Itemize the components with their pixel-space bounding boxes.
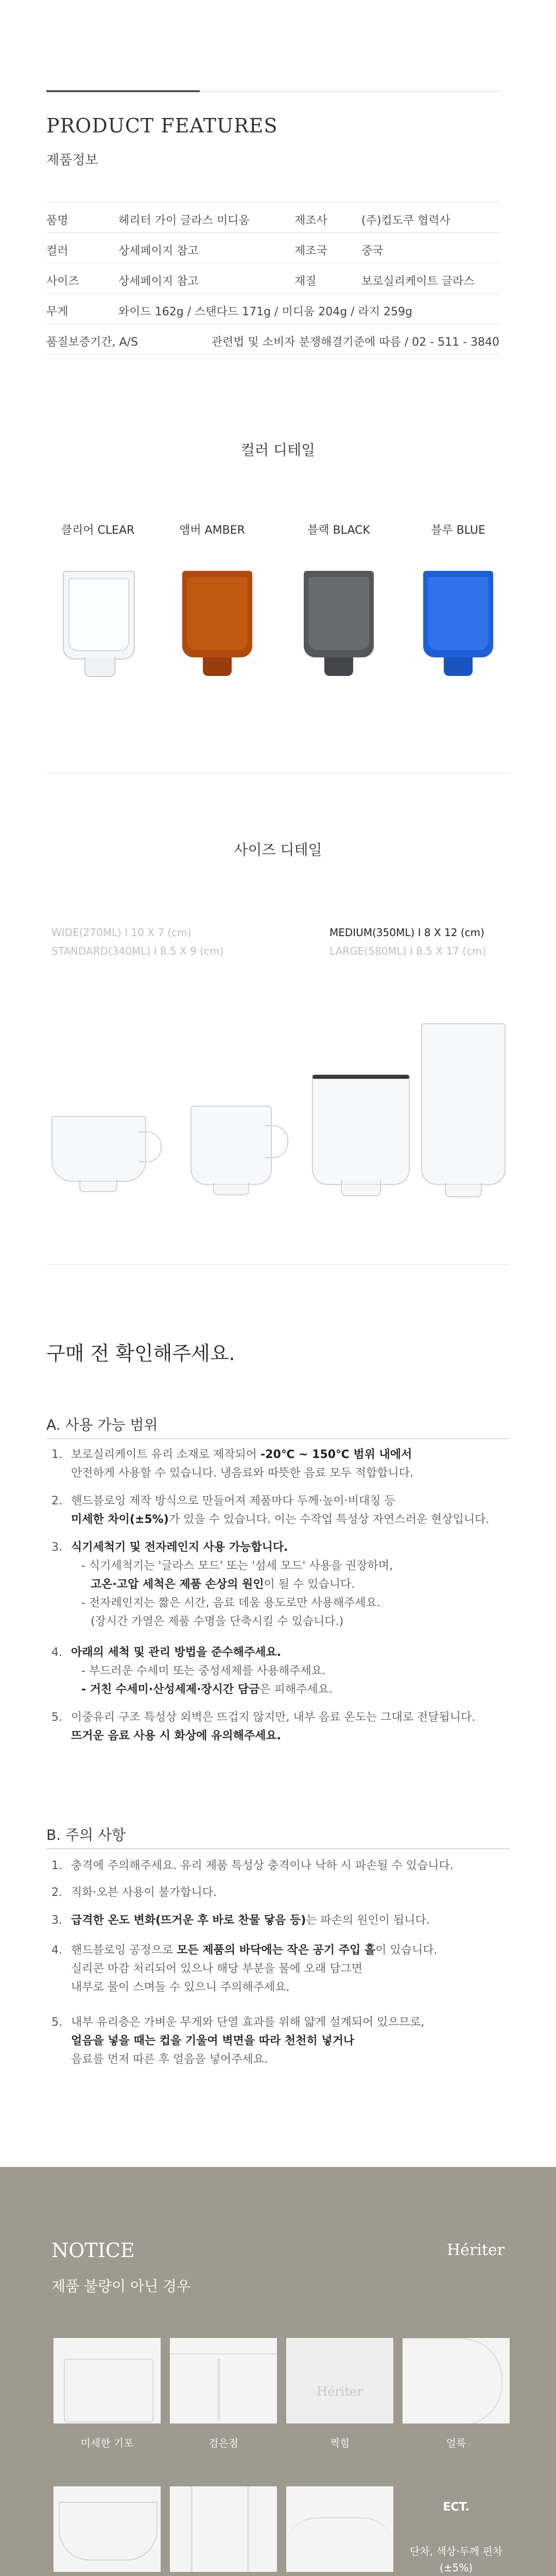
spec-value: 와이드 162g / 스탠다드 171g / 미디움 204g / 라지 259g: [118, 306, 413, 318]
notice-subtitle: 제품 불량이 아닌 경우: [51, 2278, 191, 2295]
cup-image-amber: [182, 571, 252, 657]
size-medium-label: MEDIUM(350ML) I 8 X 12 (cm): [329, 926, 484, 939]
glass-large-image: [421, 1023, 506, 1185]
color-label-clear: 클리어 CLEAR: [61, 524, 135, 537]
defect-image-bubbles: [54, 2338, 161, 2424]
color-label-amber: 앰버 AMBER: [179, 524, 245, 537]
spec-value: 상세페이지 참고: [118, 275, 199, 288]
cup-image-blue: [423, 571, 493, 657]
glass-standard-foot: [213, 1183, 249, 1195]
spec-key: 품질보증기간, A/S: [46, 336, 138, 349]
glass-wide-image: [51, 1116, 146, 1182]
page-subtitle: 제품정보: [46, 152, 98, 168]
glass-standard-handle: [265, 1125, 288, 1158]
glass-medium-image: [312, 1075, 410, 1185]
spec-value: 중국: [361, 245, 384, 258]
list-item: 3. 식기세척기 및 전자레인지 사용 가능합니다. - 식기세척기는 '글라스 모드' 또는 '섬세 모드' 사용을 권장하며, 고온·고압 세척은 제품 손상의 원인이 될 수 있습니다. - 전자레인지는 짧은 시간, 음료 데움 용도로만 사용해주세요. (장시간 가열은 제품 수명을 단축시킬 수 있습니다.): [51, 1541, 393, 1628]
defect-image-dent: [286, 2338, 393, 2424]
list-item: 2. 직화·오븐 사용이 불가합니다.: [51, 1886, 217, 1899]
defect-image-unevenness: [170, 2486, 277, 2572]
defect-image-unevenness: [286, 2486, 393, 2572]
section-divider: [46, 1264, 510, 1265]
check-title: 구매 전 확인해주세요.: [46, 1342, 235, 1365]
spec-row: [46, 294, 499, 324]
spec-key: 사이즈: [46, 275, 79, 288]
glass-wide-handle: [139, 1131, 162, 1162]
glass-standard-image: [190, 1106, 272, 1185]
etc-label: ECT.: [443, 2501, 470, 2514]
spec-row: [46, 233, 499, 263]
section-b-title: B. 주의 사항: [46, 1826, 126, 1843]
size-standard-label: STANDARD(340ML) I 8.5 X 9 (cm): [51, 945, 224, 957]
list-item: 5. 이중유리 구조 특성상 외벽은 뜨겁지 않지만, 내부 음료 온도는 그대로 전달됩니다. 뜨거운 음료 사용 시 화상에 유의해주세요.: [51, 1711, 476, 1742]
spec-value: 관련법 및 소비자 분쟁해결기준에 따름 / 02 - 511 - 3840: [211, 336, 499, 349]
cup-image-black: [304, 571, 374, 657]
list-item: 1. 충격에 주의해주세요. 유리 제품 특성상 충격이나 낙하 시 파손될 수 있습니다.: [51, 1859, 454, 1872]
brand-logo: Hériter: [446, 2241, 505, 2259]
spec-value: 보로실리케이트 글라스: [361, 275, 475, 288]
page-title: PRODUCT FEATURES: [46, 114, 278, 137]
glass-large-foot: [445, 1183, 482, 1197]
list-item: 4. 핸드블로잉 공정으로 모든 제품의 바닥에는 작은 공기 주입 홀이 있습니다. 실리콘 마감 처리되어 있으나 해당 부분을 물에 오래 담그면 내부로 물이 스며들 수 있으니 주의해주세요.: [51, 1944, 438, 1994]
defect-caption: 얼룩: [446, 2437, 466, 2449]
list-item: 5. 내부 유리층은 가벼운 무게와 단열 효과를 위해 얇게 설계되어 있으므로, 얼음을 넣을 때는 컵을 기울여 벽면을 따라 천천히 넣거나 음료를 먼저 따른 후 얼음을 넣어주세요.: [51, 2016, 425, 2066]
defect-image-air-hole: [54, 2486, 161, 2572]
spec-row: [46, 324, 499, 354]
size-large-label: LARGE(580ML) I 8.5 X 17 (cm): [329, 945, 486, 957]
defect-caption: 검은점: [208, 2437, 238, 2449]
defect-caption: 찍힘: [329, 2437, 350, 2449]
spec-row: [46, 263, 499, 294]
color-label-blue: 블루 BLUE: [431, 524, 485, 537]
spec-key: 품명: [46, 214, 68, 227]
color-label-black: 블랙 BLACK: [307, 524, 370, 537]
cup-image-clear: [63, 571, 135, 659]
glass-medium-foot: [341, 1180, 381, 1196]
list-item: 4. 아래의 세척 및 관리 방법을 준수해주세요. - 부드러운 수세미 또는 중성세제를 사용해주세요. - 거친 수세미·산성세제·장시간 담금은 피해주세요.: [51, 1646, 333, 1696]
thumb-logo-text: Hériter: [317, 2384, 363, 2399]
section-a-title: A. 사용 가능 범위: [46, 1416, 158, 1433]
spec-value: (주)컵도쿠 협력사: [361, 214, 450, 227]
header-divider-accent: [46, 90, 200, 92]
spec-value: 헤리터 가이 글라스 미디움: [118, 214, 250, 227]
color-detail-heading: 컬러 디테일: [240, 442, 316, 459]
spec-table: [46, 202, 499, 354]
size-detail-heading: 사이즈 디테일: [234, 841, 322, 858]
spec-key: 컬러: [46, 245, 68, 258]
notice-title: NOTICE: [51, 2239, 135, 2262]
defect-image-black-spot: [170, 2338, 277, 2424]
defect-caption: 단차, 색상·두께 편차(±5%): [410, 2545, 502, 2574]
defect-caption: 미세한 기포: [80, 2437, 134, 2449]
spec-value: 상세페이지 참고: [118, 245, 199, 258]
list-item: 2. 핸드블로잉 제작 방식으로 만들어져 제품마다 두께·높이·비대칭 등 미세한 차이(±5%)가 있을 수 있습니다. 이는 수작업 특성상 자연스러운 현상입니다.: [51, 1495, 490, 1526]
size-wide-label: WIDE(270ML) I 10 X 7 (cm): [51, 926, 192, 939]
list-item: 3. 급격한 온도 변화(뜨거운 후 바로 찬물 닿음 등)는 파손의 원인이 됩니다.: [51, 1914, 430, 1927]
section-a-divider: [46, 1438, 510, 1439]
defect-image-stain: [403, 2338, 510, 2424]
spec-key: 무게: [46, 306, 68, 318]
glass-wide-foot: [79, 1180, 117, 1192]
spec-key: 제조사: [294, 214, 327, 227]
spec-key: 재질: [294, 275, 317, 288]
list-item: 1. 보로실리케이트 유리 소재로 제작되어 -20℃ ~ 150℃ 범위 내에서 안전하게 사용할 수 있습니다. 냉음료와 따뜻한 음료 모두 적합합니다.: [51, 1448, 413, 1480]
spec-key: 제조국: [294, 245, 327, 258]
spec-row: [46, 202, 499, 233]
